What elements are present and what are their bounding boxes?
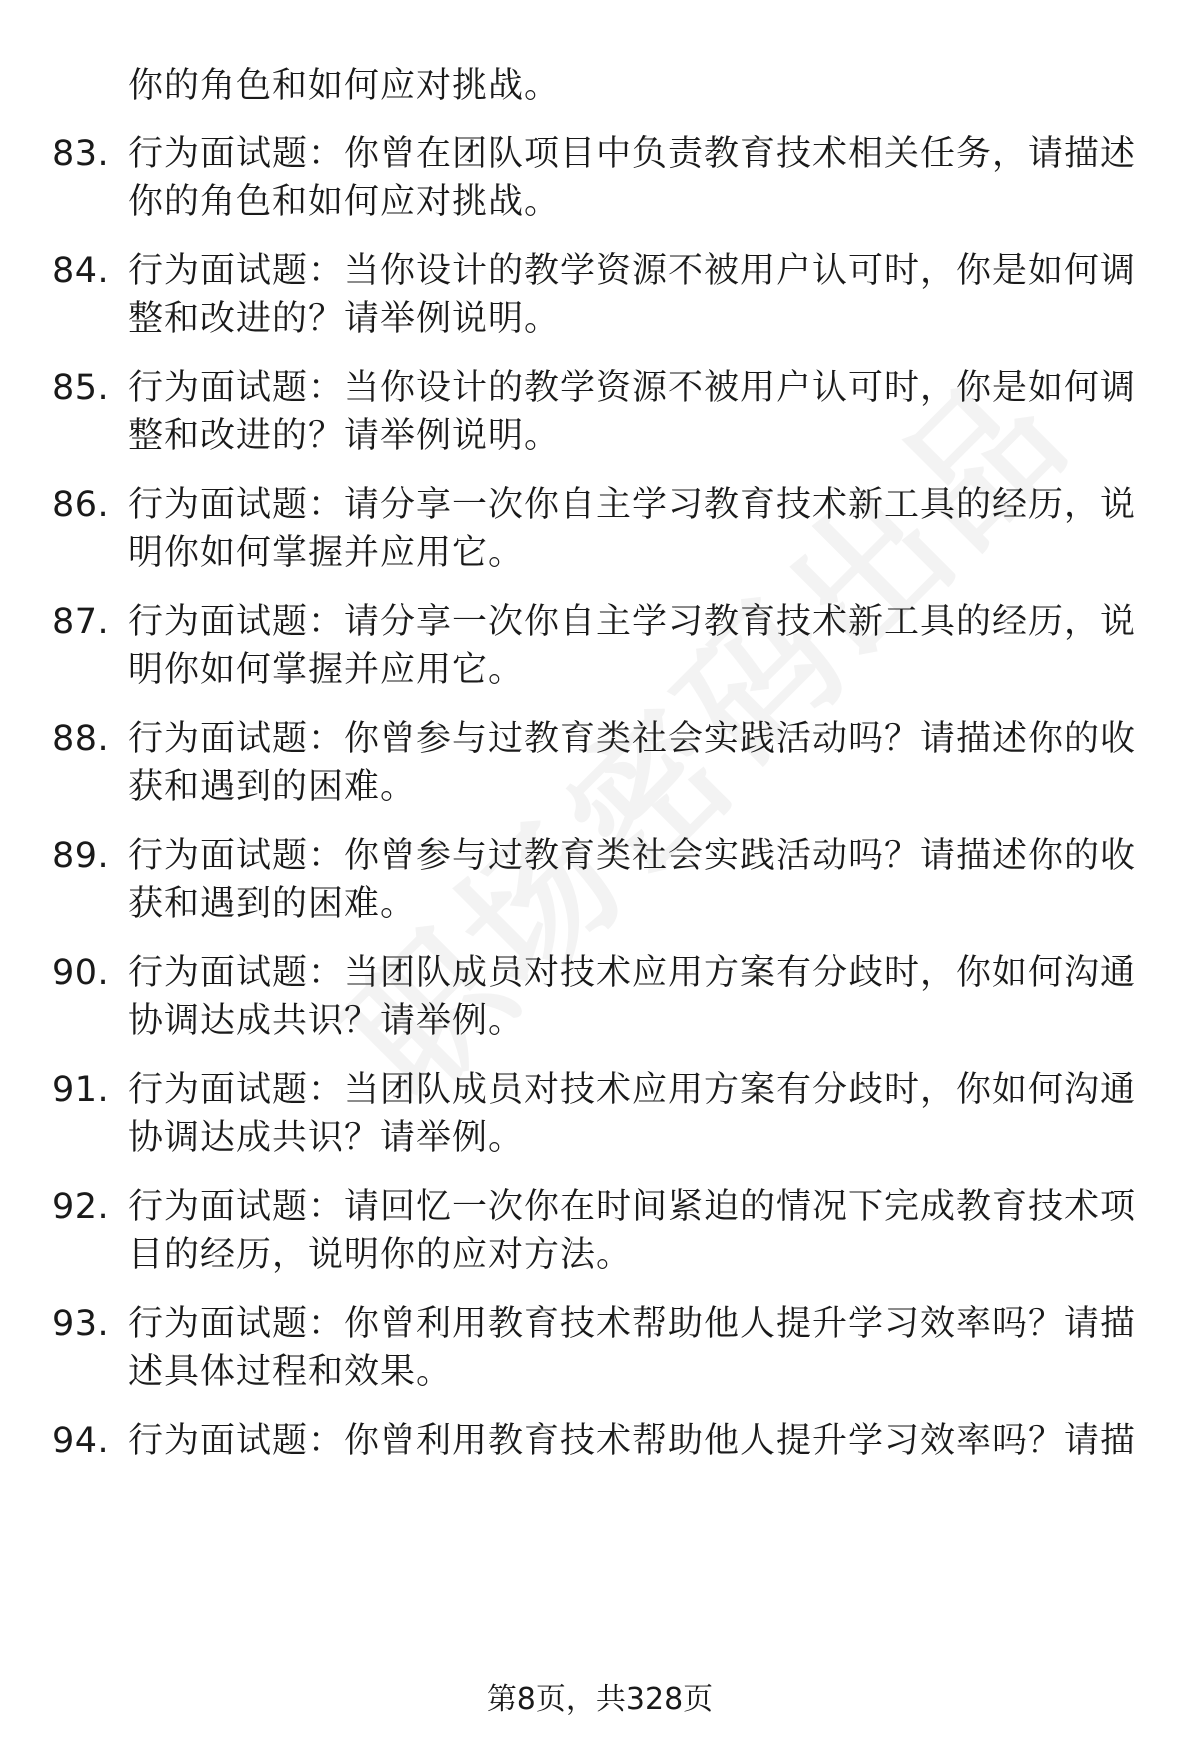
- question-text: [128, 832, 1143, 928]
- question-text-line: 行为面试题：你曾参与过教育类社会实践活动吗？请描述你的收: [128, 836, 1137, 876]
- question-text: [128, 130, 1143, 226]
- question-text-line: 行为面试题：请分享一次你自主学习教育技术新工具的经历，说: [128, 602, 1137, 642]
- question-text-line: 行为面试题：你曾利用教育技术帮助他人提升学习效率吗？请描: [128, 1304, 1137, 1344]
- question-text-line: 协调达成共识？请举例。: [128, 1118, 525, 1158]
- question-number: 88.: [52, 719, 110, 759]
- question-text-line: 协调达成共识？请举例。: [128, 1001, 525, 1041]
- question-number: 94.: [52, 1421, 110, 1461]
- page-footer: 第8页，共328页: [486, 1682, 714, 1717]
- question-text-line: 行为面试题：当你设计的教学资源不被用户认可时，你是如何调: [128, 251, 1137, 291]
- question-text-line: 明你如何掌握并应用它。: [128, 533, 525, 573]
- question-text-line: 获和遇到的困难。: [128, 767, 417, 807]
- question-text: [128, 949, 1143, 1045]
- question-number: 91.: [52, 1070, 110, 1110]
- question-text-line: 行为面试题：你曾在团队项目中负责教育技术相关任务，请描述: [128, 134, 1137, 174]
- question-text-line: 明你如何掌握并应用它。: [128, 650, 525, 690]
- question-text-line: 行为面试题：你曾利用教育技术帮助他人提升学习效率吗？请描: [128, 1421, 1137, 1461]
- question-text: [128, 1183, 1143, 1279]
- question-text: [128, 1066, 1143, 1162]
- question-text-line: 目的经历，说明你的应对方法。: [128, 1235, 633, 1275]
- question-text-line: 行为面试题：当你设计的教学资源不被用户认可时，你是如何调: [128, 368, 1137, 408]
- question-text-line: 行为面试题：当团队成员对技术应用方案有分歧时，你如何沟通: [128, 953, 1137, 993]
- question-number: 90.: [52, 953, 110, 993]
- question-text-line: 行为面试题：请分享一次你自主学习教育技术新工具的经历，说: [128, 485, 1137, 525]
- question-number: 86.: [52, 485, 110, 525]
- question-text-line: 你的角色和如何应对挑战。: [128, 182, 561, 222]
- question-text: [128, 364, 1143, 460]
- question-text-line: 行为面试题：你曾参与过教育类社会实践活动吗？请描述你的收: [128, 719, 1137, 759]
- question-number: 87.: [52, 602, 110, 642]
- question-text-line: 整和改进的？请举例说明。: [128, 299, 561, 339]
- question-number: 92.: [52, 1187, 110, 1227]
- question-number: 93.: [52, 1304, 110, 1344]
- question-text-line: 行为面试题：请回忆一次你在时间紧迫的情况下完成教育技术项: [128, 1187, 1137, 1227]
- question-text-line: 获和遇到的困难。: [128, 884, 417, 924]
- question-number: 84.: [52, 251, 110, 291]
- question-text: [128, 1417, 1143, 1465]
- question-text-line: 行为面试题：当团队成员对技术应用方案有分歧时，你如何沟通: [128, 1070, 1137, 1110]
- question-text: [128, 715, 1143, 811]
- question-text-line: 整和改进的？请举例说明。: [128, 416, 561, 456]
- continuation-text: 你的角色和如何应对挑战。: [128, 66, 561, 106]
- question-number: 89.: [52, 836, 110, 876]
- question-number: 85.: [52, 368, 110, 408]
- question-number: 83.: [52, 134, 110, 174]
- question-text-line: 述具体过程和效果。: [128, 1352, 453, 1392]
- question-text: [128, 481, 1143, 577]
- question-text: [128, 1300, 1143, 1396]
- question-text: [128, 598, 1143, 694]
- question-text: [128, 247, 1143, 343]
